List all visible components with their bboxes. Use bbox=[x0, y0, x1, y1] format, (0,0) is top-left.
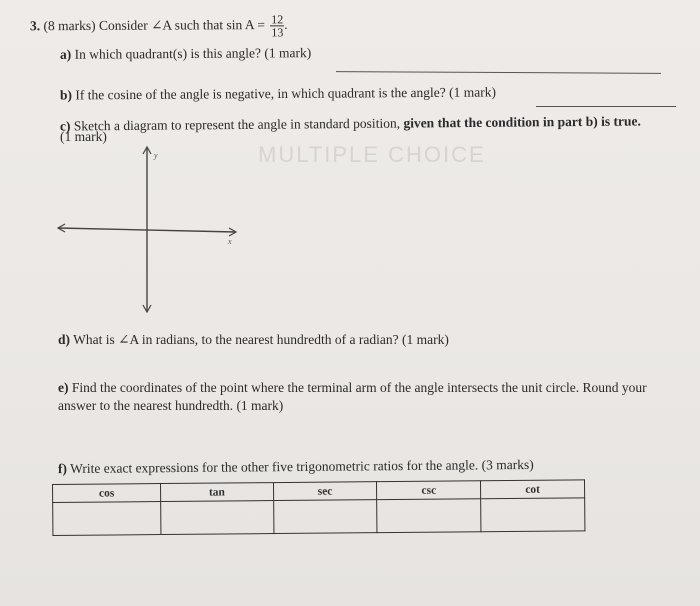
part-f-label: f) bbox=[57, 460, 68, 477]
part-f bbox=[58, 457, 534, 477]
part-a-label: a) bbox=[59, 46, 72, 62]
header-sec: sec bbox=[273, 482, 377, 501]
fraction-numerator: 12 bbox=[271, 12, 284, 27]
answer-cell-cos[interactable] bbox=[53, 502, 161, 536]
coordinate-axes[interactable] bbox=[50, 140, 250, 320]
part-b-label: b) bbox=[59, 87, 73, 103]
answer-cell-tan[interactable] bbox=[161, 501, 274, 535]
answer-cell-sec[interactable] bbox=[273, 500, 377, 534]
y-axis-label: y bbox=[154, 151, 158, 160]
header-cos: cos bbox=[53, 484, 161, 503]
part-d-text: What is ∠A in radians, to the nearest hundredth of a radian? (1 mark) bbox=[73, 332, 449, 347]
part-f-text: Write exact expressions for the other five trigonometric ratios for the angle. (3 marks) bbox=[70, 456, 534, 476]
fraction-denominator: 13 bbox=[271, 25, 284, 40]
answer-cell-csc[interactable] bbox=[377, 499, 481, 533]
trig-ratios-table bbox=[52, 479, 585, 536]
part-b-answer-line[interactable] bbox=[536, 106, 676, 107]
header-cot: cot bbox=[481, 480, 585, 499]
part-e-label: e) bbox=[58, 380, 69, 395]
part-e-text: Find the coordinates of the point where the terminal arm of the angle intersects the unit circle. Round your bbox=[71, 380, 647, 395]
question-intro-end: . bbox=[284, 16, 288, 32]
part-d bbox=[58, 332, 449, 348]
part-c-text: Sketch a diagram to represent the angle in standard position, bbox=[73, 115, 401, 134]
header-tan: tan bbox=[161, 483, 274, 502]
question-header bbox=[30, 13, 288, 39]
header-csc: csc bbox=[377, 481, 481, 500]
table-answer-row bbox=[53, 498, 585, 536]
part-c-text-bold: given that the condition in part b) is true. bbox=[403, 113, 641, 131]
question-intro: (8 marks) Consider ∠A such that sin A = bbox=[43, 17, 265, 34]
answer-cell-cot[interactable] bbox=[481, 498, 585, 532]
part-c bbox=[60, 113, 641, 134]
sine-fraction bbox=[270, 13, 284, 38]
x-axis-label: x bbox=[228, 237, 232, 246]
question-number: 3. bbox=[29, 18, 41, 34]
part-a bbox=[60, 45, 311, 63]
part-b bbox=[60, 84, 496, 103]
part-c-line2: (1 mark) bbox=[60, 129, 107, 144]
part-e bbox=[58, 380, 647, 396]
part-b-text: If the cosine of the angle is negative, in which quadrant is the angle? (1 mark) bbox=[75, 84, 497, 103]
part-e-line2: answer to the nearest hundredth. (1 mark) bbox=[58, 398, 284, 413]
part-a-text: In which quadrant(s) is this angle? (1 mark) bbox=[74, 45, 312, 62]
faint-watermark: MULTIPLE CHOICE bbox=[258, 142, 486, 167]
part-c-label: c) bbox=[59, 118, 71, 134]
part-a-answer-line[interactable] bbox=[336, 71, 661, 74]
part-d-label: d) bbox=[58, 332, 71, 347]
